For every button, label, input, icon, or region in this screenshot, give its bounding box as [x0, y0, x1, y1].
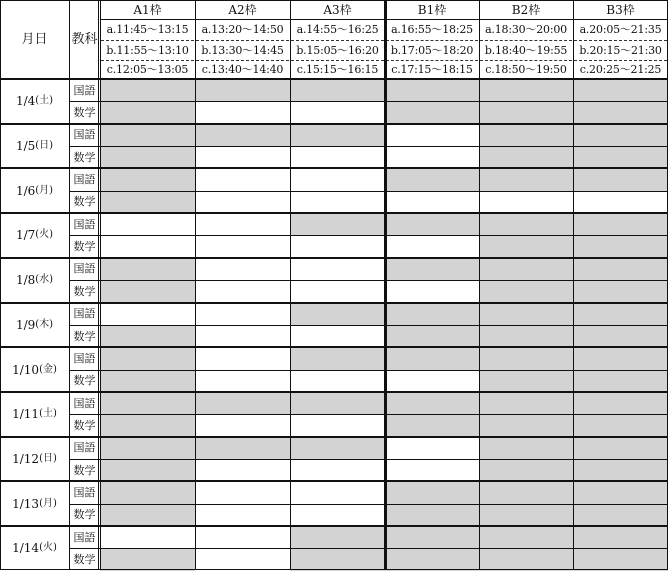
subject-label: 数学	[73, 463, 96, 477]
slot-cell[interactable]	[195, 191, 290, 213]
slot-cell[interactable]	[479, 79, 573, 101]
slot-cell[interactable]	[195, 325, 290, 347]
subject-label: 数学	[73, 329, 96, 343]
slot-cell[interactable]	[290, 526, 385, 548]
day-separator	[0, 436, 668, 438]
slot-cell[interactable]	[573, 392, 668, 414]
slot-cell[interactable]	[573, 481, 668, 503]
subject-label: 数学	[73, 195, 96, 209]
slot-cell[interactable]	[290, 370, 385, 392]
paren: )	[49, 318, 54, 330]
slot-time: c.12:05～13:05	[106, 63, 189, 76]
slot-cell[interactable]	[100, 548, 195, 570]
slot-header: A2枠	[228, 2, 257, 17]
date-text: 1/5	[15, 139, 36, 154]
slot-cell[interactable]	[100, 146, 195, 168]
time-divider	[480, 40, 572, 41]
date-text: 1/14	[12, 541, 40, 556]
slot-cell[interactable]	[100, 504, 195, 526]
date-text: 1/9	[15, 317, 36, 332]
slot-cell[interactable]	[385, 235, 479, 257]
row-separator	[69, 370, 668, 371]
date-text: 1/7	[15, 228, 36, 243]
slot-cell[interactable]	[100, 437, 195, 459]
paren: (	[39, 452, 43, 464]
slot-cell[interactable]	[479, 481, 573, 503]
day-separator	[0, 257, 668, 259]
slot-cell[interactable]	[573, 526, 668, 548]
time-divider	[101, 60, 194, 61]
subject-label: 数学	[73, 284, 96, 298]
slot-cell[interactable]	[479, 437, 573, 459]
subject-label: 国語	[73, 396, 96, 410]
weekday-text: 水	[39, 274, 50, 286]
paren: (	[35, 95, 40, 107]
slot-cell[interactable]	[195, 370, 290, 392]
slot-time: a.20:05～21:35	[579, 23, 662, 36]
paren: )	[52, 408, 57, 420]
paren: )	[52, 452, 57, 464]
weekday-text: 土	[42, 408, 53, 420]
slot-cell[interactable]	[573, 168, 668, 190]
slot-cell[interactable]	[479, 258, 573, 280]
slot-cell[interactable]	[573, 280, 668, 302]
slot-cell[interactable]	[195, 504, 290, 526]
slot-cell[interactable]	[100, 280, 195, 302]
slot-cell[interactable]	[100, 303, 195, 325]
row-separator	[69, 235, 668, 236]
slot-cell[interactable]	[290, 414, 385, 436]
row-separator	[69, 325, 668, 326]
day-separator	[0, 525, 668, 527]
weekday-text: 火	[42, 542, 53, 554]
slot-cell[interactable]	[100, 392, 195, 414]
slot-cell[interactable]	[479, 392, 573, 414]
paren: )	[49, 95, 54, 107]
date-text: 1/8	[15, 273, 36, 288]
subject-label: 数学	[73, 150, 96, 164]
weekday-text: 月	[42, 497, 53, 509]
slot-cell[interactable]	[290, 280, 385, 302]
slot-cell[interactable]	[385, 280, 479, 302]
slot-cell[interactable]	[385, 347, 479, 369]
slot-time: c.18:50～19:50	[485, 63, 567, 76]
slot-cell[interactable]	[100, 235, 195, 257]
paren: (	[35, 184, 40, 196]
paren: (	[39, 497, 43, 509]
paren: (	[35, 229, 40, 241]
slot-cell[interactable]	[385, 124, 479, 146]
slot-cell[interactable]	[479, 459, 573, 481]
slot-cell[interactable]	[573, 347, 668, 369]
row-separator	[69, 414, 668, 415]
slot-cell[interactable]	[100, 124, 195, 146]
weekday-text: 日	[42, 452, 53, 464]
subject-label: 数学	[73, 418, 96, 432]
slot-cell[interactable]	[573, 548, 668, 570]
slot-cell[interactable]	[479, 168, 573, 190]
slot-cell[interactable]	[290, 303, 385, 325]
slot-cell[interactable]	[573, 414, 668, 436]
slot-cell[interactable]	[290, 258, 385, 280]
slot-cell[interactable]	[290, 392, 385, 414]
slot-cell[interactable]	[195, 347, 290, 369]
slot-cell[interactable]	[290, 459, 385, 481]
subject-label: 数学	[73, 240, 96, 254]
date-text: 1/11	[12, 407, 40, 422]
row-separator	[69, 280, 668, 281]
time-divider	[386, 60, 478, 61]
date-label	[0, 392, 69, 437]
slot-cell[interactable]	[479, 101, 573, 123]
slot-time: a.14:55～16:25	[296, 23, 379, 36]
slot-cell[interactable]	[100, 370, 195, 392]
slot-time: b.15:05～16:20	[296, 43, 379, 57]
slot-cell[interactable]	[195, 258, 290, 280]
paren: )	[49, 140, 54, 152]
slot-cell[interactable]	[100, 481, 195, 503]
grid-line	[100, 19, 668, 20]
paren: (	[39, 408, 43, 420]
day-separator	[0, 167, 668, 169]
slot-cell[interactable]	[573, 370, 668, 392]
paren: )	[52, 542, 57, 554]
slot-cell[interactable]	[385, 504, 479, 526]
weekday-text: 土	[39, 95, 50, 107]
slot-cell[interactable]	[479, 280, 573, 302]
slot-cell[interactable]	[385, 437, 479, 459]
subject-label: 国語	[73, 485, 96, 499]
slot-cell[interactable]	[479, 548, 573, 570]
slot-cell[interactable]	[385, 392, 479, 414]
date-label	[0, 258, 69, 303]
slot-cell[interactable]	[573, 303, 668, 325]
time-divider	[196, 40, 289, 41]
slot-header: A3枠	[323, 2, 352, 17]
subject-label: 数学	[73, 374, 96, 388]
slot-cell[interactable]	[573, 235, 668, 257]
slot-time: c.13:40～14:40	[201, 63, 284, 76]
date-label	[0, 124, 69, 169]
slot-cell[interactable]	[385, 325, 479, 347]
slot-time: b.11:55～13:10	[106, 43, 189, 57]
slot-cell[interactable]	[479, 213, 573, 235]
grid-line	[290, 0, 291, 570]
slot-header: B3枠	[606, 2, 635, 17]
slot-cell[interactable]	[290, 548, 385, 570]
slot-cell[interactable]	[100, 191, 195, 213]
divider-double	[384, 0, 387, 570]
date-label	[0, 481, 69, 526]
slot-cell[interactable]	[290, 437, 385, 459]
divider-double	[98, 0, 99, 570]
weekday-text: 木	[39, 318, 50, 330]
slot-cell[interactable]	[479, 526, 573, 548]
paren: )	[52, 363, 57, 375]
date-label	[0, 303, 69, 348]
slot-cell[interactable]	[100, 79, 195, 101]
slot-time: a.11:45～13:15	[106, 23, 189, 36]
slot-cell[interactable]	[385, 101, 479, 123]
slot-cell[interactable]	[290, 213, 385, 235]
slot-time: c.17:15～18:15	[391, 63, 473, 76]
slot-cell[interactable]	[195, 235, 290, 257]
slot-cell[interactable]	[195, 146, 290, 168]
subject-label: 国語	[73, 351, 96, 365]
slot-cell[interactable]	[385, 258, 479, 280]
slot-time: a.16:55～18:25	[391, 23, 473, 36]
slot-cell[interactable]	[195, 437, 290, 459]
slot-cell[interactable]	[385, 213, 479, 235]
slot-cell[interactable]	[195, 168, 290, 190]
slot-cell[interactable]	[573, 258, 668, 280]
row-separator	[69, 146, 668, 147]
slot-cell[interactable]	[195, 303, 290, 325]
row-separator	[69, 191, 668, 192]
slot-cell[interactable]	[100, 258, 195, 280]
weekday-text: 日	[39, 140, 50, 152]
slot-cell[interactable]	[195, 280, 290, 302]
slot-cell[interactable]	[290, 347, 385, 369]
slot-cell[interactable]	[479, 124, 573, 146]
slot-cell[interactable]	[100, 526, 195, 548]
slot-cell[interactable]	[195, 213, 290, 235]
weekday-text: 火	[39, 229, 50, 241]
time-divider	[480, 60, 572, 61]
slot-time: c.15:15～16:15	[296, 63, 379, 76]
subject-label: 数学	[73, 508, 96, 522]
date-text: 1/4	[15, 94, 36, 109]
slot-cell[interactable]	[100, 213, 195, 235]
slot-cell[interactable]	[479, 325, 573, 347]
date-label	[0, 213, 69, 258]
subject-label: 国語	[73, 530, 96, 544]
slot-cell[interactable]	[290, 235, 385, 257]
paren: (	[35, 140, 40, 152]
paren: (	[39, 542, 43, 554]
slot-time: b.13:30～14:45	[201, 43, 284, 57]
weekday-text: 月	[39, 184, 50, 196]
slot-cell[interactable]	[385, 526, 479, 548]
grid-line	[195, 0, 196, 570]
subject-label: 数学	[73, 106, 96, 120]
grid-line	[100, 0, 101, 570]
slot-cell[interactable]	[290, 146, 385, 168]
slot-cell[interactable]	[573, 79, 668, 101]
slot-cell[interactable]	[573, 459, 668, 481]
slot-cell[interactable]	[100, 459, 195, 481]
slot-cell[interactable]	[573, 213, 668, 235]
subject-label: 国語	[73, 441, 96, 455]
day-separator	[0, 123, 668, 125]
slot-cell[interactable]	[385, 79, 479, 101]
date-text: 1/10	[12, 362, 40, 377]
slot-cell[interactable]	[290, 191, 385, 213]
slot-cell[interactable]	[573, 191, 668, 213]
slot-cell[interactable]	[290, 504, 385, 526]
slot-cell[interactable]	[100, 347, 195, 369]
date-header: 月日	[21, 32, 48, 47]
slot-time: b.17:05～18:20	[390, 43, 474, 57]
slot-cell[interactable]	[100, 414, 195, 436]
slot-cell[interactable]	[385, 414, 479, 436]
date-label	[0, 347, 69, 392]
slot-cell[interactable]	[100, 325, 195, 347]
paren: )	[49, 184, 54, 196]
slot-cell[interactable]	[290, 79, 385, 101]
slot-time: a.18:30～20:00	[485, 23, 567, 36]
slot-cell[interactable]	[290, 101, 385, 123]
paren: )	[52, 497, 57, 509]
subject-label: 数学	[73, 553, 96, 567]
slot-cell[interactable]	[573, 124, 668, 146]
date-text: 1/13	[12, 496, 40, 511]
slot-header: B1枠	[417, 2, 447, 17]
paren: )	[49, 274, 54, 286]
slot-cell[interactable]	[479, 347, 573, 369]
slot-cell[interactable]	[385, 459, 479, 481]
time-divider	[574, 40, 667, 41]
weekday-text: 金	[42, 363, 53, 375]
subject-label: 国語	[73, 128, 96, 142]
grid-line	[0, 78, 668, 80]
slot-cell[interactable]	[100, 168, 195, 190]
time-divider	[291, 40, 384, 41]
day-separator	[0, 212, 668, 214]
date-label	[0, 79, 69, 124]
slot-cell[interactable]	[385, 370, 479, 392]
slot-cell[interactable]	[385, 168, 479, 190]
slot-cell[interactable]	[195, 101, 290, 123]
row-separator	[69, 548, 668, 549]
grid-line	[69, 0, 70, 570]
slot-header: B2枠	[511, 2, 541, 17]
subject-header: 教科	[71, 32, 98, 47]
slot-cell[interactable]	[573, 437, 668, 459]
slot-cell[interactable]	[479, 191, 573, 213]
slot-cell[interactable]	[479, 235, 573, 257]
slot-cell[interactable]	[573, 325, 668, 347]
slot-cell[interactable]	[195, 414, 290, 436]
slot-cell[interactable]	[479, 370, 573, 392]
slot-cell[interactable]	[479, 303, 573, 325]
day-separator	[0, 302, 668, 304]
slot-cell[interactable]	[385, 481, 479, 503]
time-divider	[574, 60, 667, 61]
slot-cell[interactable]	[479, 414, 573, 436]
date-text: 1/12	[12, 451, 40, 466]
slot-cell[interactable]	[195, 481, 290, 503]
slot-header: A1枠	[133, 2, 162, 17]
slot-cell[interactable]	[195, 392, 290, 414]
slot-time: a.13:20～14:50	[201, 23, 284, 36]
paren: (	[35, 318, 40, 330]
day-separator	[0, 346, 668, 348]
row-separator	[69, 504, 668, 505]
subject-label: 国語	[73, 173, 96, 187]
subject-label: 国語	[73, 262, 96, 276]
slot-time: b.18:40～19:55	[484, 43, 568, 57]
grid-line	[573, 0, 574, 570]
day-separator	[0, 480, 668, 482]
paren: )	[49, 229, 54, 241]
paren: (	[35, 274, 40, 286]
slot-cell[interactable]	[385, 146, 479, 168]
slot-cell[interactable]	[290, 124, 385, 146]
slot-cell[interactable]	[195, 459, 290, 481]
slot-cell[interactable]	[385, 548, 479, 570]
slot-cell[interactable]	[195, 79, 290, 101]
row-separator	[69, 101, 668, 102]
subject-label: 国語	[73, 217, 96, 231]
subject-label: 国語	[73, 307, 96, 321]
grid-line	[479, 0, 480, 570]
row-separator	[69, 459, 668, 460]
slot-cell[interactable]	[573, 101, 668, 123]
slot-cell[interactable]	[479, 146, 573, 168]
slot-cell[interactable]	[573, 146, 668, 168]
paren: (	[39, 363, 43, 375]
slot-cell[interactable]	[290, 325, 385, 347]
grid-line	[0, 0, 1, 570]
slot-cell[interactable]	[290, 168, 385, 190]
slot-cell[interactable]	[385, 191, 479, 213]
slot-cell[interactable]	[195, 526, 290, 548]
slot-time: b.20:15～21:30	[579, 43, 662, 57]
day-separator	[0, 391, 668, 393]
date-text: 1/6	[15, 183, 36, 198]
slot-cell[interactable]	[195, 548, 290, 570]
date-label	[0, 168, 69, 213]
date-label	[0, 526, 69, 571]
slot-cell[interactable]	[573, 504, 668, 526]
slot-cell[interactable]	[195, 124, 290, 146]
slot-cell[interactable]	[100, 101, 195, 123]
date-label	[0, 437, 69, 482]
time-divider	[196, 60, 289, 61]
time-divider	[101, 40, 194, 41]
subject-label: 国語	[73, 83, 96, 97]
time-divider	[291, 60, 384, 61]
slot-cell[interactable]	[385, 303, 479, 325]
slot-cell[interactable]	[479, 504, 573, 526]
slot-cell[interactable]	[290, 481, 385, 503]
slot-time: c.20:25～21:25	[579, 63, 662, 76]
time-divider	[386, 40, 478, 41]
